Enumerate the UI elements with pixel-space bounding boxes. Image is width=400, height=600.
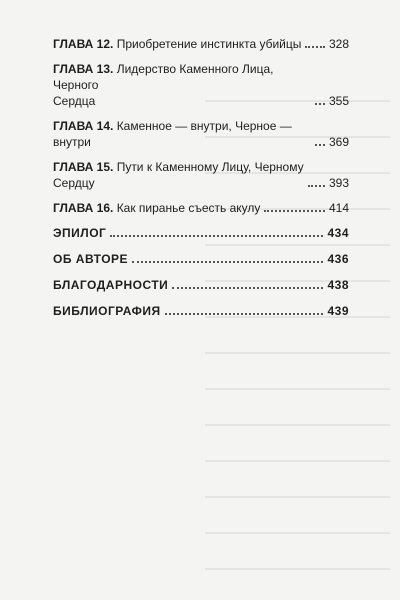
dot-leader xyxy=(305,45,325,48)
toc-entry-bibliography xyxy=(53,303,349,319)
chapter-title: Как пиранье съесть акулу xyxy=(116,201,261,215)
dot-leader xyxy=(308,184,325,187)
dot-leader xyxy=(172,286,323,289)
page-number: 355 xyxy=(328,94,349,108)
chapter-title-line2: Сердцу xyxy=(53,176,95,190)
chapter-title: Приобретение инстинкта убийцы xyxy=(116,37,302,51)
section-title: БИБЛИОГРАФИЯ xyxy=(53,304,161,318)
page-number: 414 xyxy=(328,201,349,215)
dot-leader xyxy=(165,312,324,315)
toc-entry-chapter-16 xyxy=(53,200,349,216)
page-number: 438 xyxy=(327,278,349,292)
page-number: 328 xyxy=(328,37,349,51)
chapter-title-line1: Лидерство Каменного Лица, Черного xyxy=(53,62,274,92)
chapter-title: Каменное — внутри, Черное — внутри xyxy=(53,119,292,149)
toc-entry-title xyxy=(53,200,260,216)
page-number: 439 xyxy=(327,304,349,318)
section-title: БЛАГОДАРНОСТИ xyxy=(53,278,169,292)
toc-entry-acknowledgements xyxy=(53,277,349,293)
chapter-title-line1: Пути к Каменному Лицу, Черному xyxy=(116,160,304,174)
toc-entry-title xyxy=(53,36,301,52)
section-title: ОБ АВТОРЕ xyxy=(53,252,129,266)
page-number: 369 xyxy=(328,135,349,149)
dot-leader xyxy=(315,143,325,146)
chapter-prefix: ГЛАВА 14. xyxy=(53,119,114,133)
table-of-contents xyxy=(53,36,349,329)
chapter-prefix: ГЛАВА 16. xyxy=(53,201,114,215)
toc-entry-chapter-13 xyxy=(53,61,349,109)
toc-entry-title xyxy=(53,159,304,191)
toc-entry-title xyxy=(53,61,311,109)
toc-entry-chapter-15 xyxy=(53,159,349,191)
dot-leader xyxy=(132,260,323,263)
toc-entry-chapter-14 xyxy=(53,118,349,150)
chapter-prefix: ГЛАВА 12. xyxy=(53,37,114,51)
chapter-prefix: ГЛАВА 15. xyxy=(53,160,114,174)
page-number: 393 xyxy=(328,176,349,190)
toc-entry-epilogue xyxy=(53,225,349,241)
toc-entry-about-author xyxy=(53,251,349,267)
page-number: 436 xyxy=(327,252,349,266)
toc-entry-title xyxy=(53,118,311,150)
toc-entry-chapter-12 xyxy=(53,36,349,52)
dot-leader xyxy=(110,234,323,237)
page-number: 434 xyxy=(327,226,349,240)
dot-leader xyxy=(315,102,325,105)
chapter-title-line2: Сердца xyxy=(53,94,96,108)
dot-leader xyxy=(264,209,325,212)
section-title: ЭПИЛОГ xyxy=(53,226,107,240)
chapter-prefix: ГЛАВА 13. xyxy=(53,62,114,76)
